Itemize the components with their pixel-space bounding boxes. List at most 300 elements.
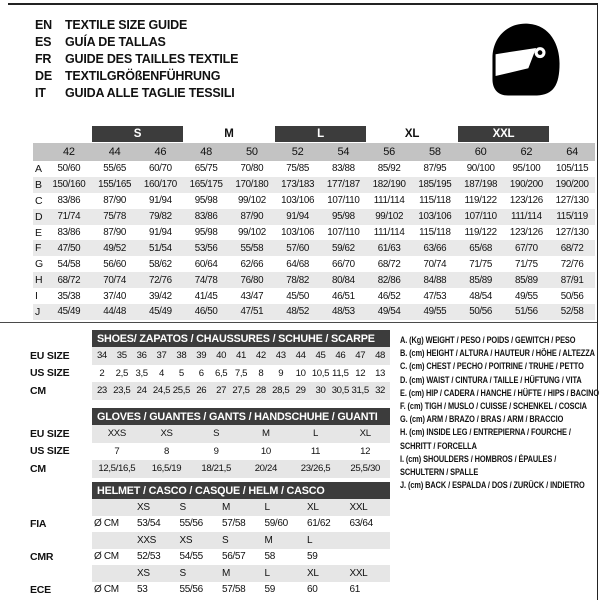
size-value: 63/66 [423,242,447,254]
table-cell [92,532,135,549]
table-cell: 59 [264,584,275,596]
table-cell: 25,5 [171,382,191,400]
table-cell: 59/60 [264,518,288,530]
table-cell: 39 [191,347,211,365]
table-row [28,582,390,599]
size-value: 91/94 [148,195,172,207]
size-value: 87/91 [560,274,584,286]
table-cell: 56/57 [222,551,246,563]
table-cell: 60 [307,584,318,596]
language-label: GUIDE DES TAILLES TEXTILE [65,51,239,66]
size-group-row [33,126,595,143]
row-label: EU SIZE [30,427,70,440]
size-value: 71/75 [514,258,538,270]
row-label: EU SIZE [30,349,70,362]
size-value: 51/56 [514,306,538,318]
measure-row-j [33,304,595,320]
legend-line: D. (cm) WAIST / CINTURA / TAILLE / HÜFTUNG / VITA [400,374,582,385]
table-cell: 18/21,5 [191,460,241,478]
size-column-label: 44 [108,146,121,158]
legend-line: A. (Kg) WEIGHT / PESO / POIDS / GEWITCH / PESO [400,335,576,345]
size-value: 99/102 [237,195,266,207]
table-cell: 30,5 [330,382,350,400]
size-value: 95/98 [194,227,218,238]
table-cell: 10 [295,367,306,379]
measure-row-g [33,256,595,272]
table-cell: 54/55 [179,551,203,563]
size-value: 83/88 [331,163,355,175]
size-column-label: 50 [246,146,258,158]
size-value: 107/110 [464,211,497,223]
size-value: 72/76 [560,258,584,270]
table-cell: 10,5 [311,367,330,379]
language-label: GUIDA ALLE TAGLIE TESSILI [65,85,235,100]
size-value: 74/78 [194,274,218,286]
size-header-row [33,143,595,161]
table-cell: 9 [213,445,219,457]
size-value: 41/45 [194,290,218,302]
size-value: 160/170 [143,179,177,191]
size-value: 56/60 [103,258,127,270]
table-cell: 53/54 [137,518,161,530]
table-cell: XS [135,565,178,582]
row-label: US SIZE [30,445,70,458]
size-value: 127/130 [555,227,589,238]
size-value: 62/66 [240,258,264,270]
size-column-label: 58 [429,146,441,158]
size-value: 182/190 [372,179,406,191]
measure-row-e [33,225,595,241]
table-cell: 23 [92,382,112,400]
table-cell: 37 [152,347,172,365]
table-cell: 5 [178,367,184,379]
size-group-l: L [275,126,367,142]
size-value: 53/56 [194,242,218,254]
table-cell: 43 [271,347,291,365]
size-value: 75/85 [286,163,310,175]
table-cell: 23/26,5 [291,460,341,478]
size-value: 87/90 [240,211,264,223]
table-cell: 7 [114,445,120,457]
size-value: 87/90 [103,195,127,207]
legend-line: C. (cm) CHEST / PECHO / POITRINE / TRUHE / PETTO [400,361,584,372]
size-value: 35/38 [57,290,81,302]
table-title: SHOES/ ZAPATOS / CHAUSSURES / SCHUHE / SCARPE [92,330,390,347]
size-value: 68/72 [377,258,401,270]
table-cell: 24 [132,382,152,400]
language-label: GUÍA DE TALLAS [65,34,166,49]
table-cell: 40 [211,347,231,365]
size-value: 60/70 [148,163,172,175]
table-cell: 8 [258,367,264,379]
size-value: 190/200 [555,179,589,191]
size-value: 78/82 [286,274,310,286]
table-cell: 3,5 [135,367,148,379]
size-value: 91/94 [286,211,310,223]
size-value: 46/50 [194,306,218,318]
shoes-table [28,330,390,400]
table-cell: 27 [211,382,231,400]
table-row [28,532,390,549]
table-cell [348,532,391,549]
table-cell: 12,5/16,5 [92,460,142,478]
table-cell: S [191,425,241,443]
size-group-m: M [224,128,234,140]
size-value: 70/74 [103,274,127,286]
size-column-label: 60 [474,146,487,158]
legend-line: B. (cm) HEIGHT / ALTURA / HAUTEUR / HÖHE / ALTEZZA [400,348,595,359]
legend-line: I. (cm) SHOULDERS / HOMBROS / ÉPAULES / [400,453,557,464]
size-column-label: 52 [291,146,304,158]
table-cell: 57/58 [222,584,246,596]
table-row [28,516,390,533]
size-value: 103/106 [418,211,452,223]
row-letter: H [35,274,43,287]
size-value: 155/165 [98,179,132,191]
table-cell: 6,5 [214,367,228,379]
table-cell: 32 [370,382,390,400]
size-value: 119/122 [464,195,497,207]
table-cell: 27,5 [231,382,251,400]
table-cell: 9 [278,367,284,379]
table-cell: 57/58 [222,518,246,530]
table-cell: 23,5 [112,382,132,400]
size-value: 80/84 [331,274,355,286]
row-label [28,499,92,516]
row-label: CMR [30,550,54,563]
table-cell: 12 [360,445,371,457]
table-cell: 30 [311,382,331,400]
row-label: CM [30,384,46,397]
size-value: 70/80 [240,163,264,175]
size-value: 57/60 [286,242,310,254]
table-title: GLOVES / GUANTES / GANTS / HANDSCHUHE / GUANTI [92,408,390,425]
top-border-line [8,3,598,5]
table-cell: 41 [231,347,251,365]
size-value: 87/95 [423,163,447,175]
size-value: 87/90 [103,227,127,238]
table-cell: 48 [370,347,390,365]
table-cell: XXS [135,532,178,549]
table-cell: 47 [350,347,370,365]
size-column-label: 46 [154,146,167,158]
size-value: 72/76 [148,274,172,286]
helmet-size-table [28,482,390,598]
measure-row-h [33,272,595,288]
table-title: HELMET / CASCO / CASQUE / HELM / CASCO [92,482,390,499]
legend-line: SCHRITT / FORCELLA [400,440,477,451]
table-cell: 7,5 [234,367,248,379]
size-value: 46/51 [331,290,355,302]
size-value: 50/56 [469,306,493,318]
table-cell [92,499,135,516]
size-value: 127/130 [555,195,589,207]
size-value: 65/68 [469,242,493,254]
size-value: 85/89 [514,274,538,286]
table-cell: 13 [375,367,386,379]
table-row [28,425,390,443]
table-cell: L [291,425,341,443]
table-cell: 25,5/30 [340,460,390,478]
size-value: 45/49 [57,306,81,318]
size-value: 190/200 [509,179,543,191]
size-value: 44/48 [103,306,127,318]
size-value: 111/114 [510,211,542,223]
size-value: 115/118 [419,227,451,238]
table-cell: 26 [191,382,211,400]
table-cell: 63/64 [349,518,373,530]
row-letter: E [35,226,42,239]
size-value: 111/114 [373,195,405,207]
table-cell: 38 [171,347,191,365]
size-value: 47/51 [240,306,264,318]
size-value: 67/70 [514,242,538,254]
language-code: EN [35,17,52,32]
size-value: 55/58 [240,242,264,254]
row-letter: I [35,290,38,303]
size-value: 103/106 [281,195,315,207]
row-letter: D [35,210,43,223]
language-label: TEXTILGRÖßENFÜHRUNG [65,68,221,83]
size-value: 91/94 [148,227,172,238]
size-value: 185/195 [418,179,452,191]
size-value: 43/47 [240,290,264,302]
size-value: 45/50 [286,290,310,302]
size-value: 55/65 [103,163,127,175]
size-value: 59/62 [331,242,355,254]
size-value: 85/92 [377,163,401,175]
measure-row-f [33,240,595,256]
table-cell [92,565,135,582]
size-column-label: 42 [63,146,75,158]
size-value: 75/78 [103,211,127,223]
table-cell: 61/62 [307,518,331,530]
language-row [35,67,238,84]
table-row [28,460,390,478]
size-value: 107/110 [327,195,360,207]
table-cell: 12 [355,367,366,379]
language-code: DE [35,68,52,83]
size-value: 123/126 [509,227,543,238]
size-value: 82/86 [377,274,401,286]
size-value: 45/49 [148,306,172,318]
measure-row-d [33,209,595,225]
size-value: 46/52 [377,290,401,302]
table-cell: XS [135,499,178,516]
table-row [28,382,390,400]
size-table [33,126,595,320]
size-value: 111/114 [373,227,405,238]
row-letter: C [35,194,43,207]
table-cell: L [263,565,306,582]
table-cell: 8 [163,445,169,457]
size-value: 90/100 [466,163,495,175]
size-value: 99/102 [237,227,266,238]
size-value: 105/115 [556,163,589,175]
table-cell: 31,5 [350,382,370,400]
size-value: 61/63 [377,242,401,254]
table-cell: Ø CM [94,551,119,563]
size-value: 76/80 [240,274,264,286]
size-value: 84/88 [423,274,447,286]
size-value: 47/50 [57,242,81,254]
size-value: 65/75 [194,163,218,175]
table-cell: 10 [260,445,271,457]
row-label: CM [30,462,46,475]
table-cell: 24,5 [152,382,172,400]
row-label [28,532,92,549]
table-cell: 16,5/19 [142,460,192,478]
size-value: 177/187 [326,179,360,191]
table-header-row [28,482,390,499]
table-cell: XS [178,532,221,549]
size-value: 68/72 [57,274,81,286]
size-value: 85/89 [469,274,493,286]
row-label: US SIZE [30,367,70,380]
table-cell: 58 [264,551,275,563]
size-value: 79/82 [148,211,172,223]
table-header-row [28,330,390,347]
table-cell: 55/56 [179,518,203,530]
size-value: 48/53 [331,306,355,318]
table-cell: 28,5 [271,382,291,400]
table-cell: S [178,499,221,516]
table-cell: 44 [291,347,311,365]
row-letter: A [35,162,42,175]
table-cell: 4 [159,367,165,379]
table-row [28,565,390,582]
table-cell: L [305,532,348,549]
table-cell: 6 [198,367,204,379]
measurement-legend [400,334,600,492]
size-value: 47/53 [423,290,447,302]
table-cell: 45 [311,347,331,365]
size-value: 50/60 [57,163,81,175]
size-value: 95/98 [194,195,218,207]
table-cell: 2,5 [115,367,128,379]
size-column-label: 64 [566,146,578,158]
size-column-label: 48 [200,146,212,158]
size-value: 49/55 [514,290,538,302]
size-value: 103/106 [281,227,315,238]
table-cell: 11 [310,445,321,457]
table-cell: 53 [137,584,148,596]
measure-row-a [33,161,595,177]
row-letter: G [35,258,43,271]
table-cell: S [178,565,221,582]
size-value: 95/100 [512,163,541,175]
table-cell: 55/56 [179,584,203,596]
table-cell: M [220,565,263,582]
row-label: FIA [30,517,47,530]
size-value: 49/55 [423,306,447,318]
table-row [28,549,390,566]
size-value: 48/54 [469,290,493,302]
table-cell: XXL [348,499,391,516]
language-code: IT [35,85,46,100]
table-cell: 20/24 [241,460,291,478]
size-column-label: 62 [520,146,533,158]
size-value: 123/126 [509,195,543,207]
row-label: ECE [30,583,51,596]
size-value: 71/74 [57,211,81,223]
size-value: 50/56 [560,290,584,302]
table-cell: 28 [251,382,271,400]
table-cell: 61 [349,584,360,596]
size-column-label: 56 [383,146,395,158]
size-value: 49/52 [103,242,127,254]
table-cell: 59 [307,551,318,563]
row-letter: F [35,242,42,255]
table-cell: 46 [330,347,350,365]
size-value: 83/86 [57,227,81,238]
language-row [35,84,238,101]
gloves-table [28,408,390,478]
row-label [28,565,92,582]
size-value: 173/183 [281,179,315,191]
section-divider [0,322,597,323]
legend-line: SCHULTERN / SPALLE [400,467,479,478]
size-value: 150/160 [52,179,86,191]
table-cell: XL [305,565,348,582]
table-cell: XS [142,425,192,443]
corner-cell [33,143,46,161]
size-value: 83/86 [57,195,81,207]
right-border-line [597,3,599,600]
table-cell: XXL [348,565,391,582]
row-letter: B [35,178,42,191]
table-cell: 2 [99,367,105,379]
size-value: 70/74 [423,258,447,270]
table-cell: Ø CM [94,584,119,596]
size-value: 39/42 [148,290,172,302]
size-value: 48/52 [286,306,310,318]
size-value: 54/58 [57,258,81,270]
size-group-xxl: XXL [458,126,550,142]
row-letter: J [35,305,40,318]
table-cell: 52/53 [137,551,161,563]
table-cell [348,549,391,566]
language-row [35,16,238,33]
size-value: 107/110 [327,227,360,238]
table-cell: 29 [291,382,311,400]
language-label: TEXTILE SIZE GUIDE [65,17,188,32]
table-cell: M [263,532,306,549]
table-cell: XL [305,499,348,516]
table-row [28,443,390,461]
size-group-s: S [92,126,184,142]
size-value: 66/70 [331,258,355,270]
table-cell: 35 [112,347,132,365]
language-row [35,33,238,50]
table-header-row [28,408,390,425]
language-row [35,50,238,67]
table-row [28,499,390,516]
legend-line: H. (cm) INSIDE LEG / ENTREPIERNA / FOURCHE / [400,427,571,438]
table-cell: 42 [251,347,271,365]
legend-line: J. (cm) BACK / ESPALDA / DOS / ZURÜCK / INDIETRO [400,480,585,491]
measure-row-b [33,177,595,193]
size-value: 51/54 [148,242,172,254]
size-value: 115/119 [556,211,588,223]
size-value: 60/64 [194,258,218,270]
size-value: 37/40 [103,290,127,302]
table-cell: Ø CM [94,518,119,530]
measure-row-i [33,288,595,304]
table-row [28,347,390,365]
size-value: 170/180 [235,179,269,191]
table-cell: M [220,499,263,516]
